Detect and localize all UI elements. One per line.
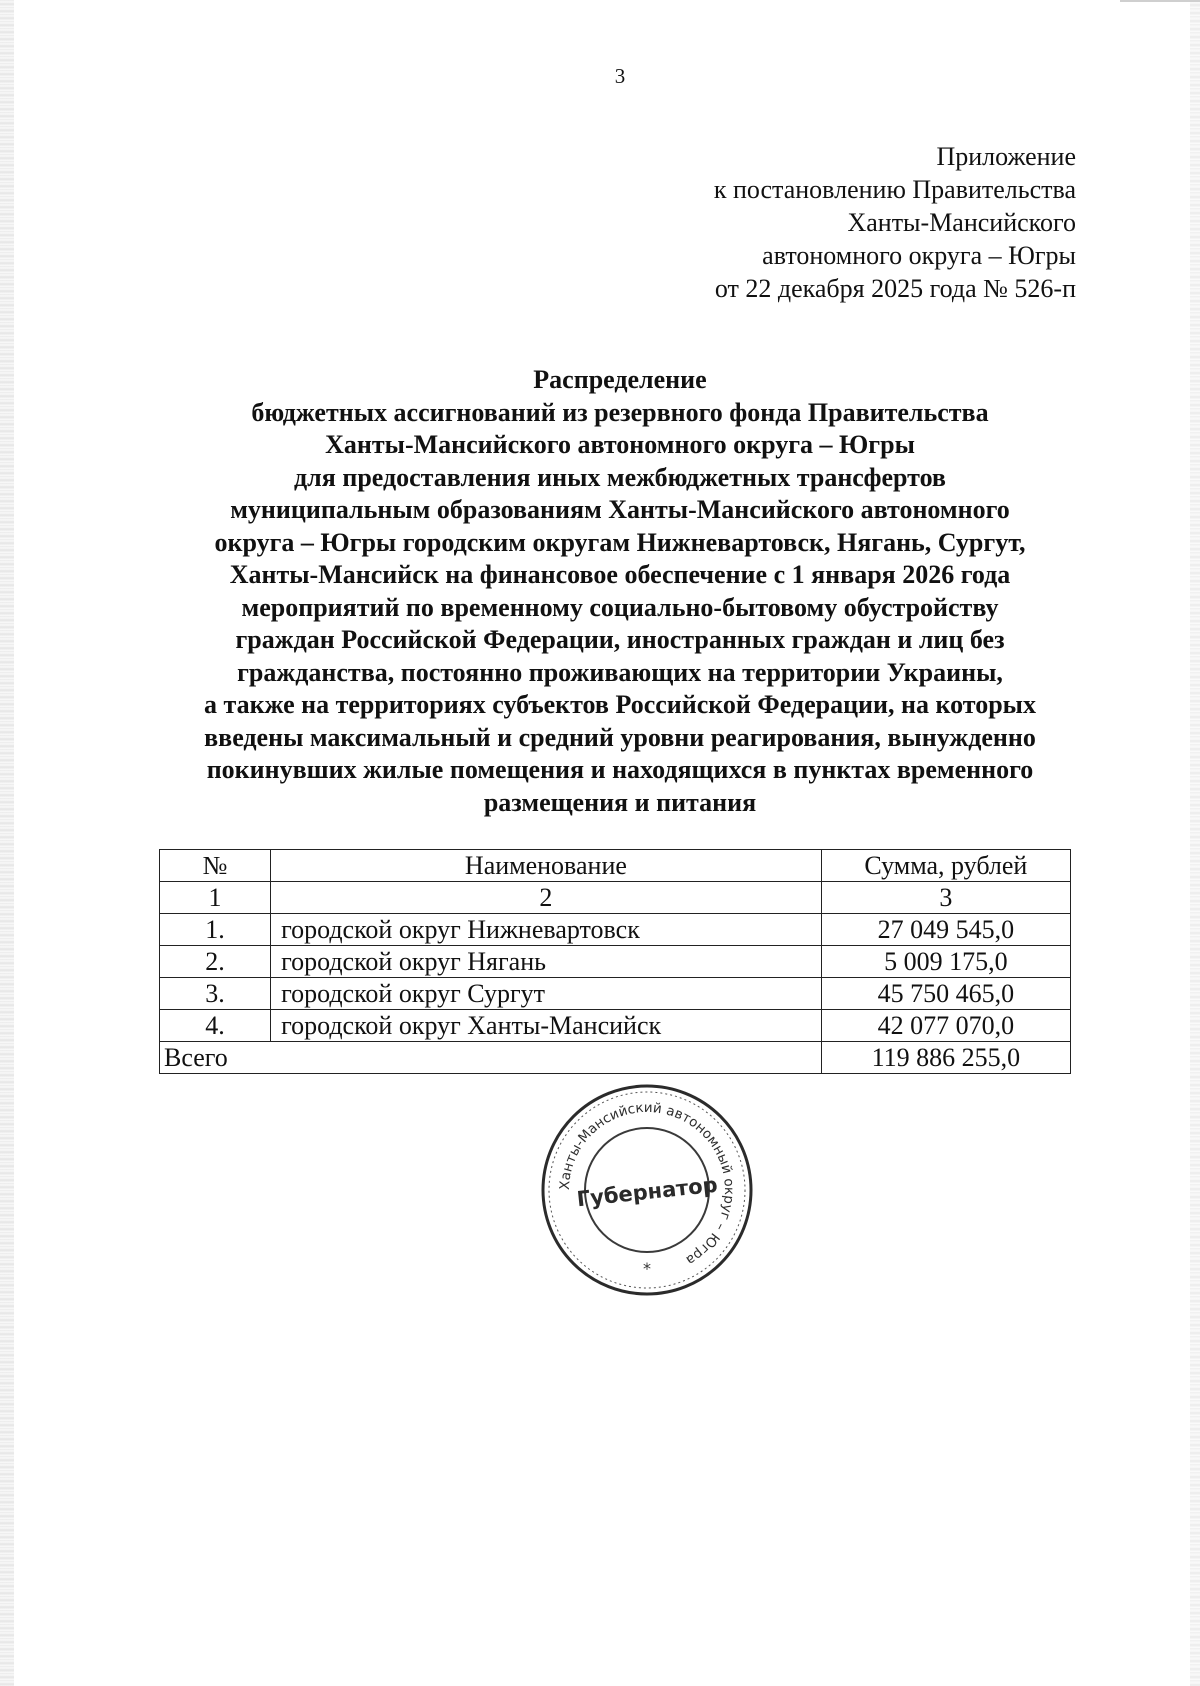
table-row [160,946,1071,978]
title-line: для предоставления иных межбюджетных трансфертов [294,462,946,492]
row-sum: 42 077 070,0 [821,1010,1070,1042]
appendix-line: к постановлению Правительства [713,175,1076,204]
row-sum: 27 049 545,0 [821,914,1070,946]
title-line: граждан Российской Федерации, иностранных граждан и лиц без [235,625,1005,654]
seal-star: * [643,1259,651,1278]
appendix-line: Приложение [936,142,1076,171]
table-header-row [160,850,1071,882]
distribution-table [159,849,1071,1074]
table-row [160,978,1071,1010]
appendix-line: автономного округа – Югры [762,241,1076,270]
row-sum: 5 009 175,0 [821,946,1070,978]
table-row [160,914,1071,946]
seal-center-text: Губернатор [575,1172,719,1212]
title-line: размещения и питания [483,787,757,817]
table-total-row [160,1042,1071,1074]
scan-edge-left [0,0,14,1686]
header-number: № [160,850,271,882]
table-column-numbers-row [160,882,1071,914]
total-label: Всего [160,1042,822,1074]
row-name: городской округ Нягань [271,946,822,978]
header-name: Наименование [271,850,822,882]
row-number: 4. [160,1010,271,1042]
row-number: 3. [160,978,271,1010]
column-number: 3 [821,882,1070,914]
appendix-line: от 22 декабря 2025 года № 526-п [714,274,1076,303]
document-title [150,364,1090,819]
scan-artifact [1120,0,1200,2]
appendix-block [714,140,1076,305]
row-number: 2. [160,946,271,978]
column-number: 1 [160,882,271,914]
title-line: введены максимальный и средний уровни реагирования, вынужденно [204,722,1036,752]
title-line: округа – Югры городским округам Нижневартовск, Нягань, Сургут, [214,527,1026,557]
title-line: Распределение [533,365,707,394]
appendix-line: Ханты-Мансийского [847,208,1076,237]
title-line: покинувших жилые помещения и находящихся в пунктах временного [206,755,1034,784]
title-line: муниципальным образованиям Ханты-Мансийского автономного [230,495,1010,524]
title-line: а также на территориях субъектов Российской Федерации, на которых [204,690,1036,719]
title-line: гражданства, постоянно проживающих на территории Украины, [237,657,1003,687]
row-number: 1. [160,914,271,946]
title-line: мероприятий по временному социально-бытовому обустройству [241,592,999,622]
row-name: городской округ Нижневартовск [271,914,822,946]
page-number: 3 [614,64,626,88]
scan-edge-right [1190,0,1200,1686]
row-name: городской округ Сургут [271,978,822,1010]
seal-ring-text: Ханты-Мансийский автономный округ – Югра [556,1099,738,1269]
governor-seal [536,1079,758,1301]
title-line: бюджетных ассигнований из резервного фонда Правительства [251,397,989,427]
table-row [160,1010,1071,1042]
title-line: Ханты-Мансийск на финансовое обеспечение с 1 января 2026 года [229,560,1011,589]
row-sum: 45 750 465,0 [821,978,1070,1010]
total-sum: 119 886 255,0 [821,1042,1070,1074]
title-line: Ханты-Мансийского автономного округа – Югры [325,430,915,459]
row-name: городской округ Ханты-Мансийск [271,1010,822,1042]
header-sum: Сумма, рублей [821,850,1070,882]
column-number: 2 [271,882,822,914]
